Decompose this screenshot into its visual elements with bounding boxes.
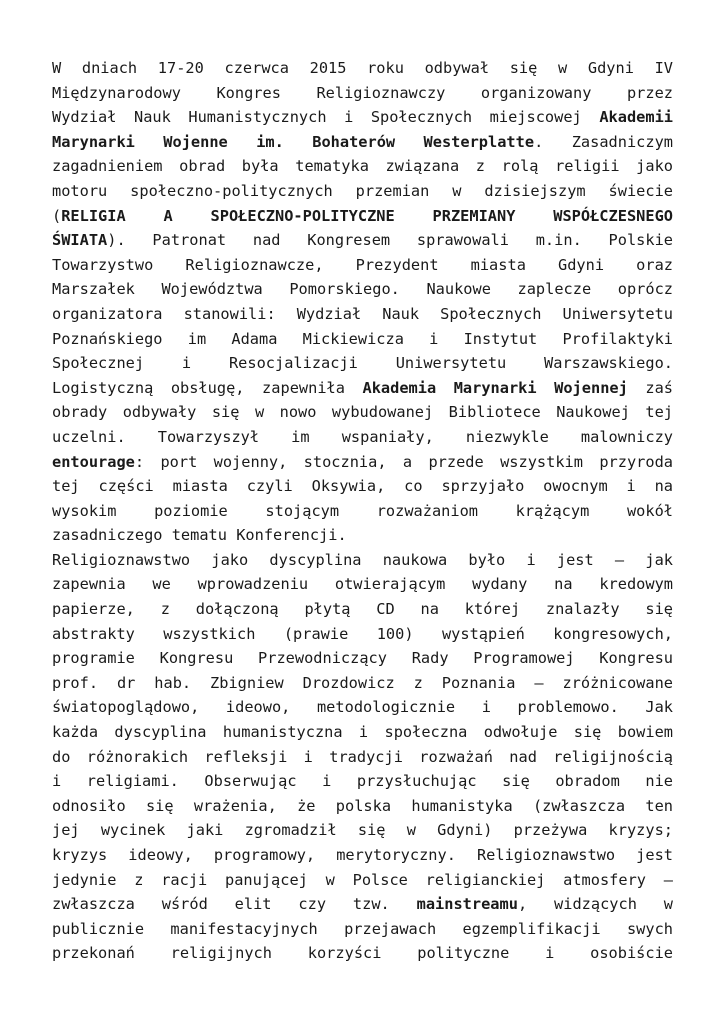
bold-text: Akademia Marynarki Wojennej (362, 378, 628, 397)
bold-text: entourage (52, 452, 135, 471)
text-segment: , widzących w (517, 895, 673, 914)
text-line (52, 572, 673, 597)
text-line (52, 253, 673, 278)
text-segment: tej części miasta czyli Oksywia, co sprzyjało owocnym i na (52, 477, 673, 496)
text-line (52, 474, 673, 499)
text-segment: wysokim poziomie stojącym rozważaniom krążącym wokół (52, 501, 673, 520)
text-segment: odnosiło się wrażenia, że polska humanistyka (zwłaszcza ten (52, 796, 673, 815)
text-line (52, 597, 673, 622)
text-segment: przekonań religijnych korzyści polityczne i osobiście (52, 944, 673, 963)
text-line (52, 622, 673, 647)
text-line (52, 179, 673, 204)
text-segment: abstrakty wszystkich (prawie 100) wystąpień kongresowych, (52, 624, 673, 643)
text-segment: uczelni. Towarzyszył im wspaniały, niezwykle malowniczy (52, 427, 673, 446)
text-segment: kryzys ideowy, programowy, merytoryczny. Religioznawstwo jest (52, 846, 673, 864)
bold-text: Akademii (599, 108, 673, 127)
text-line (52, 376, 673, 401)
text-segment: prof. dr hab. Zbigniew Drozdowicz z Poznania – zróżnicowane (52, 673, 673, 692)
text-segment: : port wojenny, stocznia, a przede wszystkim przyroda (134, 452, 673, 471)
text-segment: zwłaszcza wśród elit czy tzw. (52, 895, 417, 914)
text-segment: papierze, z dołączoną płytą CD na której znalazły się (52, 600, 673, 619)
text-segment: W dniach 17-20 czerwca 2015 roku odbywał się w Gdyni IV (52, 59, 673, 77)
text-line (52, 228, 673, 253)
text-line (52, 646, 673, 671)
text-segment: zaś (627, 378, 673, 397)
text-segment: publicznie manifestacyjnych przejawach egzemplifikacji swych (52, 919, 673, 938)
text-line (52, 302, 673, 327)
text-line (52, 425, 673, 450)
text-line (52, 892, 673, 917)
text-line (52, 818, 673, 843)
text-line (52, 204, 673, 229)
text-segment: ). Patronat nad Kongresem sprawowali m.in. Polskie (107, 231, 673, 250)
text-segment: organizatora stanowili: Wydział Nauk Społecznych Uniwersytetu (52, 304, 673, 323)
text-segment: jej wycinek jaki zgromadził się w Gdyni) przeżywa kryzys; (52, 821, 673, 840)
text-line (52, 499, 673, 524)
text-segment: zasadniczego tematu Konferencji. (52, 526, 347, 545)
text-line (52, 154, 673, 179)
article-body (52, 56, 673, 966)
text-line (52, 671, 673, 696)
text-segment: programie Kongresu Przewodniczący Rady Programowej Kongresu (52, 649, 673, 668)
text-segment: . Zasadniczym (534, 132, 673, 151)
text-segment: zapewnia we wprowadzeniu otwierającym wydany na kredowym (52, 575, 673, 594)
text-segment: światopoglądowo, ideowo, metodologicznie i problemowo. Jak (52, 698, 673, 717)
text-segment: Wydział Nauk Humanistycznych i Społecznych miejscowej (52, 108, 600, 127)
text-segment: i religiami. Obserwując i przysłuchując się obradom nie (52, 772, 673, 791)
text-line (52, 400, 673, 425)
text-segment: do różnorakich refleksji i tradycji rozważań nad religijnością (52, 747, 673, 766)
text-line (52, 794, 673, 819)
text-line (52, 56, 673, 81)
text-line (52, 745, 673, 770)
text-segment: każda dyscyplina humanistyczna i społeczna odwołuje się bowiem (52, 723, 673, 742)
text-segment: ( (52, 206, 62, 225)
bold-text: ŚWIATA (52, 231, 108, 250)
text-line (52, 327, 673, 352)
text-line (52, 523, 673, 548)
text-line (52, 130, 673, 155)
text-segment: Logistyczną obsługę, zapewniła (52, 378, 363, 397)
text-line (52, 769, 673, 794)
paragraph (52, 548, 673, 966)
text-segment: obrady odbywały się w nowo wybudowanej Bibliotece Naukowej tej (52, 403, 673, 422)
text-line (52, 868, 673, 893)
bold-text: Marynarki Wojenne im. Bohaterów Westerplatte (52, 132, 535, 151)
text-line (52, 917, 673, 942)
text-segment: Społecznej i Resocjalizacji Uniwersytetu Warszawskiego. (52, 354, 673, 373)
bold-text: RELIGIA A SPOŁECZNO-POLITYCZNE PRZEMIANY WSPÓŁCZESNEGO (61, 206, 673, 225)
text-line (52, 277, 673, 302)
text-line (52, 450, 673, 475)
text-line (52, 695, 673, 720)
text-segment: Międzynarodowy Kongres Religioznawczy organizowany przez (52, 83, 673, 102)
text-segment: motoru społeczno-politycznych przemian w dzisiejszym świecie (52, 181, 673, 200)
text-line (52, 941, 673, 966)
text-line (52, 81, 673, 106)
text-segment: Marszałek Województwa Pomorskiego. Naukowe zaplecze oprócz (52, 280, 673, 299)
text-segment: zagadnieniem obrad była tematyka związana z rolą religii jako (52, 157, 673, 176)
bold-text: mainstreamu (416, 895, 518, 914)
paragraph (52, 56, 673, 548)
text-segment: Religioznawstwo jako dyscyplina naukowa było i jest – jak (52, 550, 673, 569)
text-line (52, 548, 673, 573)
text-segment: jedynie z racji panującej w Polsce religianckiej atmosfery – (52, 870, 673, 889)
text-line (52, 105, 673, 130)
text-line (52, 351, 673, 376)
text-segment: Towarzystwo Religioznawcze, Prezydent miasta Gdyni oraz (52, 255, 673, 274)
text-line (52, 720, 673, 745)
text-line (52, 843, 673, 868)
text-segment: Poznańskiego im Adama Mickiewicza i Instytut Profilaktyki (52, 329, 673, 348)
